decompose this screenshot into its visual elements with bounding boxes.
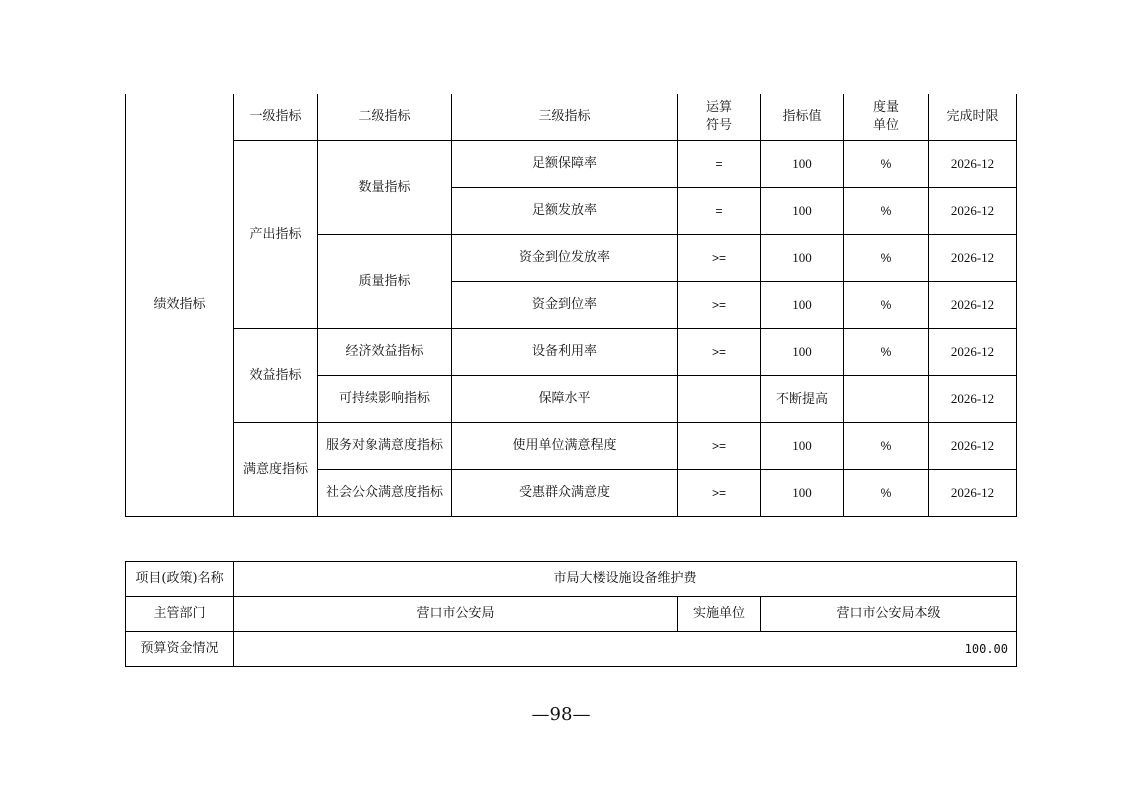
department-label: 主管部门	[126, 597, 234, 632]
level2-cell: 可持续影响指标	[318, 376, 452, 423]
level3-cell: 受惠群众满意度	[452, 470, 678, 517]
header-unit: 度量 单位	[844, 94, 929, 141]
operator-cell: =	[678, 188, 761, 235]
header-operator: 运算 符号	[678, 94, 761, 141]
value-cell: 100	[761, 235, 844, 282]
project-info-table	[125, 561, 1017, 667]
value-cell: 100	[761, 141, 844, 188]
value-cell: 100	[761, 188, 844, 235]
deadline-cell: 2026-12	[929, 282, 1017, 329]
performance-indicator-table	[125, 94, 1017, 517]
implementing-unit-label: 实施单位	[678, 597, 761, 632]
level3-cell: 足额保障率	[452, 141, 678, 188]
budget-label: 预算资金情况	[126, 632, 234, 667]
level3-cell: 资金到位率	[452, 282, 678, 329]
deadline-cell: 2026-12	[929, 141, 1017, 188]
header-level2: 二级指标	[318, 94, 452, 141]
operator-cell: >=	[678, 235, 761, 282]
budget-value: 100.00	[234, 632, 1017, 667]
header-level1: 一级指标	[234, 94, 318, 141]
deadline-cell: 2026-12	[929, 470, 1017, 517]
deadline-cell: 2026-12	[929, 423, 1017, 470]
operator-cell: >=	[678, 470, 761, 517]
value-cell: 100	[761, 329, 844, 376]
level1-cell: 产出指标	[234, 141, 318, 329]
unit-cell	[844, 376, 929, 423]
department-value: 营口市公安局	[234, 597, 678, 632]
operator-cell: >=	[678, 282, 761, 329]
operator-cell: >=	[678, 329, 761, 376]
deadline-cell: 2026-12	[929, 235, 1017, 282]
deadline-cell: 2026-12	[929, 188, 1017, 235]
unit-cell: %	[844, 423, 929, 470]
unit-cell: %	[844, 188, 929, 235]
level3-cell: 使用单位满意程度	[452, 423, 678, 470]
header-level3: 三级指标	[452, 94, 678, 141]
project-name-value: 市局大楼设施设备维护费	[234, 562, 1017, 597]
value-cell: 100	[761, 470, 844, 517]
level2-cell: 数量指标	[318, 141, 452, 235]
level2-cell: 经济效益指标	[318, 329, 452, 376]
unit-cell: %	[844, 235, 929, 282]
level3-cell: 足额发放率	[452, 188, 678, 235]
table-row	[126, 329, 1017, 376]
outer-label-cell: 绩效指标	[126, 94, 234, 517]
deadline-cell: 2026-12	[929, 376, 1017, 423]
level1-cell: 满意度指标	[234, 423, 318, 517]
level3-cell: 资金到位发放率	[452, 235, 678, 282]
operator-cell: >=	[678, 423, 761, 470]
level2-cell: 质量指标	[318, 235, 452, 329]
level1-cell: 效益指标	[234, 329, 318, 423]
table-row	[126, 423, 1017, 470]
value-cell: 100	[761, 423, 844, 470]
level3-cell: 保障水平	[452, 376, 678, 423]
level2-cell: 社会公众满意度指标	[318, 470, 452, 517]
page-number: —98—	[531, 704, 591, 725]
unit-cell: %	[844, 329, 929, 376]
level3-cell: 设备利用率	[452, 329, 678, 376]
unit-cell: %	[844, 141, 929, 188]
operator-cell: =	[678, 141, 761, 188]
project-name-label: 项目(政策)名称	[126, 562, 234, 597]
implementing-unit-value: 营口市公安局本级	[761, 597, 1017, 632]
operator-cell	[678, 376, 761, 423]
level2-cell: 服务对象满意度指标	[318, 423, 452, 470]
deadline-cell: 2026-12	[929, 329, 1017, 376]
header-deadline: 完成时限	[929, 94, 1017, 141]
unit-cell: %	[844, 282, 929, 329]
value-cell: 100	[761, 282, 844, 329]
unit-cell: %	[844, 470, 929, 517]
header-row	[126, 94, 1017, 141]
header-value: 指标值	[761, 94, 844, 141]
table-row	[126, 141, 1017, 188]
value-cell: 不断提高	[761, 376, 844, 423]
